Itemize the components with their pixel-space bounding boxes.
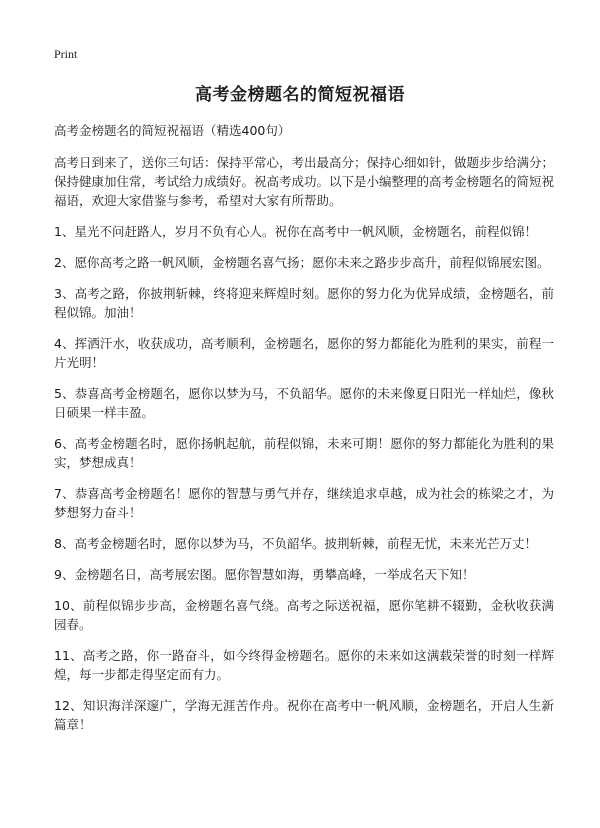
page-title: 高考金榜题名的简短祝福语 bbox=[195, 85, 405, 105]
blessing-item: 1、星光不问赶路人，岁月不负有心人。祝你在高考中一帆风顺，金榜题名，前程似锦！ bbox=[54, 224, 537, 239]
blessing-item: 10、前程似锦步步高，金榜题名喜气绕。高考之际送祝福，愿你笔耕不辍勤，金秋收获满园春。 bbox=[54, 598, 554, 632]
article-subtitle: 高考金榜题名的简短祝福语（精选400句） bbox=[54, 123, 291, 138]
blessing-item: 7、恭喜高考金榜题名！愿你的智慧与勇气并存，继续追求卓越，成为社会的栋梁之才，为梦想努力奋斗！ bbox=[54, 486, 554, 520]
blessing-item: 4、挥洒汗水，收获成功，高考顺利，金榜题名，愿你的努力都能化为胜利的果实，前程一片光明！ bbox=[54, 336, 554, 370]
blessing-item: 6、高考金榜题名时，愿你扬帆起航，前程似锦，未来可期！愿你的努力都能化为胜利的果实，梦想成真！ bbox=[54, 436, 554, 470]
blessing-item: 8、高考金榜题名时，愿你以梦为马，不负韶华。披荆斩棘，前程无忧，未来光芒万丈！ bbox=[54, 536, 537, 551]
blessing-item: 11、高考之路，你一路奋斗，如今终得金榜题名。愿你的未来如这满载荣誉的时刻一样辉煌，每一步都走得坚定而有力。 bbox=[54, 648, 554, 682]
blessing-item: 12、知识海洋深邃广，学海无涯苦作舟。祝你在高考中一帆风顺，金榜题名，开启人生新篇章！ bbox=[54, 698, 554, 732]
blessing-item: 5、恭喜高考金榜题名，愿你以梦为马，不负韶华。愿你的未来像夏日阳光一样灿烂，像秋日硕果一样丰盈。 bbox=[54, 386, 554, 420]
blessing-item: 3、高考之路，你披荆斩棘，终将迎来辉煌时刻。愿你的努力化为优异成绩，金榜题名，前程似锦。加油！ bbox=[54, 286, 554, 320]
article-body bbox=[54, 153, 554, 746]
blessing-item: 9、金榜题名日，高考展宏图。愿你智慧如海，勇攀高峰，一举成名天下知！ bbox=[54, 567, 475, 582]
intro-paragraph: 高考日到来了，送你三句话：保持平常心，考出最高分；保持心细如针，做题步步给满分；保持健康加住常，考试给力成绩好。祝高考成功。以下是小编整理的高考金榜题名的简短祝福语，欢迎大家借鉴与参考，希望对大家有所帮助。 bbox=[54, 155, 555, 208]
blessing-item: 2、愿你高考之路一帆风顺，金榜题名喜气扬；愿你未来之路步步高升，前程似锦展宏图。 bbox=[54, 255, 550, 270]
print-label: Print bbox=[54, 47, 78, 61]
